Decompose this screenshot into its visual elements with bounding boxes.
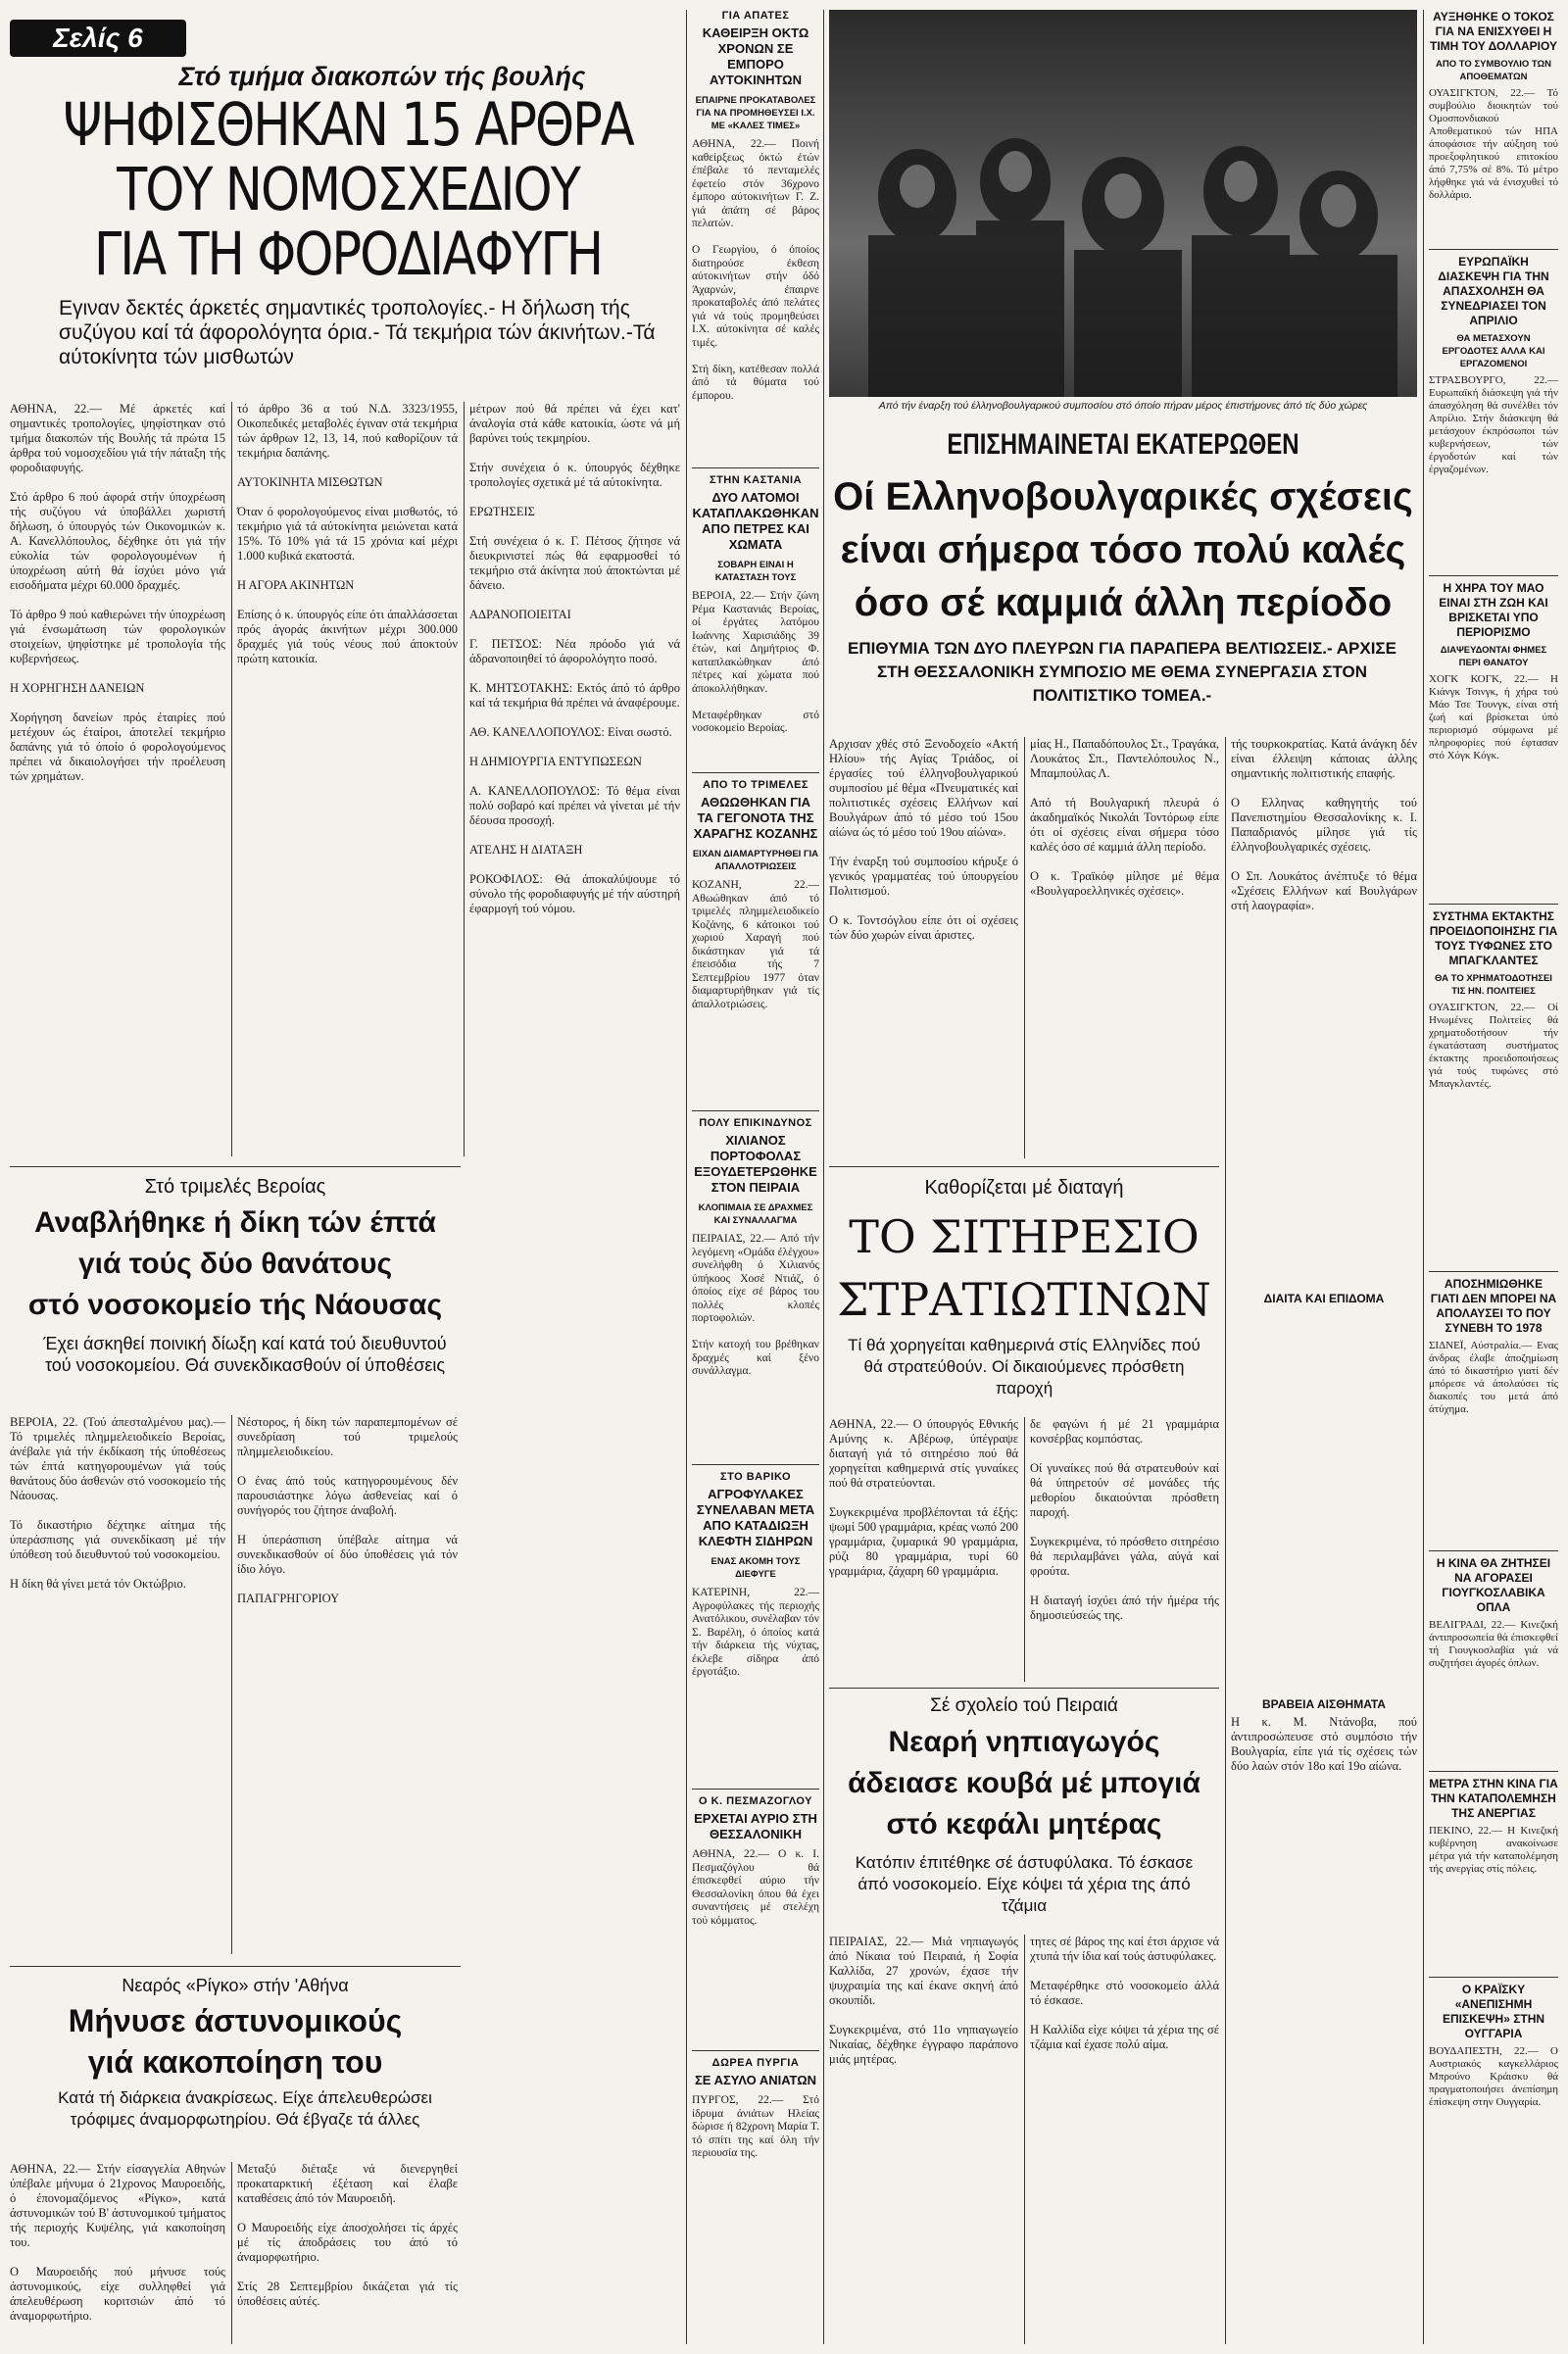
short-5-sub: ΕΝΑΣ ΑΚΟΜΗ ΤΟΥΣ ΔΙΕΦΥΓΕ (710, 1556, 801, 1580)
gb-kicker: ΕΠΙΣΗΜΑΙΝΕΤΑΙ ΕΚΑΤΕΡΩΘΕΝ (947, 427, 1299, 462)
right-2-sub: ΘΑ ΜΕΤΑΣΧΟΥΝ ΕΡΓΟΔΟΤΕΣ ΑΛΛΑ ΚΑΙ ΕΡΓΑΖΟΜΕΝΟΙ (1442, 333, 1545, 369)
lead-col-2: τό άρθρο 36 α τού Ν.Δ. 3323/1955, Οικοπεδικές μεταβολές έγιναν στά τεκμήρια τών άρθρων 12, 13, 14, πού καθορίζουν τά τεκμήρια δαπάνης. ΑΥΤΟΚΙΝΗΤΑ ΜΙΣΘΩΤΩΝ Όταν ό φορολογούμενος είναι μισθωτός, τό τεκμήριο γιά τά αύτοκίνητα μειώνεται κατά 15%. Τό 10% γιά τά 15 χρόνια καί μέχρι 1.000 κυβικά εκατοστά. Η ΑΓΟΡΑ ΑΚΙΝΗΤΩΝ Επίσης ό κ. ύπουργός είπε ότι άπαλλάσσεται πρός άγοράς άκινήτων μέχρι 300.000 δραχμές γιά τούς νέους πού άποκτούν πρώτη κατοικία. (237, 402, 458, 665)
short-3-text: ΚΟΖΑΝΗ, 22.— Αθωώθηκαν άπό τό τριμελές πλημμελειοδικείο Κοζάνης, 6 κάτοικοι τού χωριού Χαραγή πού δικάστηκαν γιά τά έπεισόδια τής 7 Σεπτεμβρίου 1977 όταν διαμαρτυρήθηκαν γιά τίς άπαλλοτριώσεις. (692, 879, 822, 1010)
school-col-1: ΠΕΙΡΑΙΑΣ, 22.— Μιά νηπιαγωγός άπό Νίκαια τού Πειραιά, ή Σοφία Καλλίδα, 27 χρονών, έχασε τήν ψυχραιμία της καί έκανε σκηνή άπό σκουπίδι. Συγκεκριμένα, στό 11ο νηπιαγωγείο Νικαίας, δέχθηκε έγγραφο παράπονο μιάς μητέρας. (829, 1935, 1018, 2066)
photo-shapes (829, 10, 1417, 397)
ringo-col-1: ΑΘΗΝΑ, 22.— Στήν είσαγγελία Αθηνών ύπέβαλε μήνυμα ό 21χρονος Μαυροειδής, ό έπονομαζόμενος «Ρίγκο», κατά άστυνομικών τού Β' άστυνομικού τμήματος τής περιοχής Κυψέλης, γιά κακοποίηση του. Ο Μαυροειδής πού μήνυσε τούς άστυνομικούς, είχε συλληφθεί γιά άπελευθέρωση κοριτσιών άπό τό άναμορφωτήριο. (10, 2162, 225, 2323)
army-col-1: ΑΘΗΝΑ, 22.— Ο ύπουργός Εθνικής Αμύνης κ. Αβέρωφ, ύπέγραψε διαταγή γιά τό σιτηρέσιο πού θά χορηγείται καθημερινά στίς γυναίκες πού θά στρατεύονται. Συγκεκριμένα προβλέπονται τά έξής: ψωμί 500 γραμμάρια, κρέας νωπό 200 γραμμάρια, ζυμαρικά 90 γραμμάρια, ρύζι 80 γραμμάρια, τυρί 60 γραμμάρια, ζάχαρη 60 γραμμάρια. (829, 1417, 1018, 1578)
rule (1429, 575, 1558, 576)
short-3-sub: ΕΙΧΑΝ ΔΙΑΜΑΡΤΥΡΗΘΕΙ ΓΙΑ ΑΠΑΛΛΟΤΡΙΩΣΕΙΣ (692, 849, 819, 872)
lead-headline-1: ΨΗΦΙΣΘΗΚΑΝ 15 ΑΡΘΡΑ (63, 91, 633, 161)
school-deck: Κατόπιν έπιτέθηκε σέ άστυφύλακα. Τό έσκασε άπό νοσοκομείο. Είχε κόψει τά χέρια της άπό τζάμια (855, 1853, 1194, 1915)
gb-headline-1: Οί Ελληνοβουλγαρικές σχέσεις (833, 475, 1413, 518)
rule (1429, 904, 1558, 905)
rule (1225, 737, 1226, 2344)
rule (1024, 1417, 1025, 1682)
rule (829, 1688, 1219, 1689)
ringo-headline-2: γιά κακοποίηση του (87, 2044, 383, 2080)
gb-deck: ΕΠΙΘΥΜΙΑ ΤΩΝ ΔΥΟ ΠΛΕΥΡΩΝ ΓΙΑ ΠΑΡΑΠΕΡΑ ΒΕΛΤΙΩΣΕΙΣ.- ΑΡΧΙΣΕ ΣΤΗ ΘΕΣΣΑΛΟΝΙΚΗ ΣΥΜΠΟΣΙΟ ΜΕ ΘΕΜΑ ΣΥΝΕΡΓΑΣΙΑ ΣΤΟΝ ΠΟΛΙΤΙΣΤΙΚΟ ΤΟΜΕΑ.- (848, 639, 1396, 705)
rule (1429, 1271, 1558, 1272)
gb-col-3-wrap (1231, 737, 1421, 2344)
short-7-kicker: ΔΩΡΕΑ ΠΥΡΓΙΑ (711, 2057, 800, 2069)
trial-kicker: Στό τριμελές Βεροίας (144, 1176, 326, 1198)
rule (10, 1166, 461, 1167)
short-5-head: ΑΓΡΟΦΥΛΑΚΕΣ ΣΥΝΕΛΑΒΑΝ ΜΕΤΑ ΑΠΟ ΚΑΤΑΔΙΩΞΗ ΚΛΕΦΤΗ ΣΙΔΗΡΩΝ (696, 1487, 815, 1548)
birth-head: ΒΡΑΒΕΙΑ ΑΙΣΘΗΜΑΤΑ (1262, 1697, 1386, 1711)
rule (1024, 1935, 1025, 2344)
gb-headline-2: είναι σήμερα τόσο πολύ καλές (840, 528, 1406, 571)
right-1-sub: ΑΠΟ ΤΟ ΣΥΜΒΟΥΛΙΟ ΤΩΝ ΑΠΟΘΕΜΑΤΩΝ (1436, 59, 1551, 82)
short-6-head: ΕΡΧΕΤΑΙ ΑΥΡΙΟ ΣΤΗ ΘΕΣΣΑΛΟΝΙΚΗ (694, 1811, 817, 1841)
army-deck: Τί θά χορηγείται καθημερινά στίς Ελληνίδες πού θά στρατεύθούν. Οί δικαιούμενες πρόσθετη παροχή (848, 1336, 1200, 1398)
gb-col-2: μίας Η., Παπαδόπουλος Στ., Τραγάκα, Λουκάτος Σπ., Παντελόπουλος Ν., Μπαμπούλας Λ. Από τή Βουλγαρική πλευρά ό άκαδημαϊκός Νικολάι Τοντόρωφ είπε ότι οί σχέσεις είναι σήμερα τόσο καλές όσο σέ καμμιά άλλη περίοδο. Ο κ. Τραϊκόφ μίλησε μέ θέμα «Βουλγαροελληνικές σχέσεις». (1030, 737, 1219, 898)
ringo-kicker: Νεαρός «Ρίγκο» στήν 'Αθήνα (122, 1976, 349, 1995)
ringo-col-2: Μεταξύ διέταξε νά διενεργηθεί προκαταρκτική έξέταση καί έλαβε καταθέσεις άπό τόν Μαυροειδή. Ο Μαυροειδής είχε άποσχολήσει τίς άρχές μέ τίς άποδράσεις του άπό τό άναμορφωτήριο. Στίς 28 Σεπτεμβρίου δικάζεται γιά τίς ύποθέσεις αύτές. (237, 2162, 458, 2308)
rule (1429, 1977, 1558, 1978)
right-8-head: Ο ΚΡΑΪΣΚΥ «ΑΝΕΠΙΣΗΜΗ ΕΠΙΣΚΕΨΗ» ΣΤΗΝ ΟΥΓΓΑΡΙΑ (1442, 1983, 1545, 2040)
rule (464, 402, 465, 1156)
rule (692, 1110, 819, 1111)
rule (692, 1464, 819, 1465)
right-column (1429, 10, 1561, 2344)
lead-headline-3: ΓΙΑ ΤΗ ΦΟΡΟΔΙΑΦΥΓΗ (93, 221, 603, 290)
short-news-column (692, 10, 822, 2344)
right-3-sub: ΔΙΑΨΕΥΔΟΝΤΑΙ ΦΗΜΕΣ ΠΕΡΙ ΘΑΝΑΤΟΥ (1440, 645, 1547, 668)
school-col-2: τητες σέ βάρος της καί έτσι άρχισε νά χτυπά τήν ίδια καί τούς άστυφύλακες. Μεταφέρθηκε στό νοσοκομείο άλλά τό έσκασε. Η Καλλίδα είχε κόψει τά χέρια της σέ τζάμια καί έχασε πολύ αίμα. (1030, 1935, 1219, 2051)
right-6-head: Η ΚΙΝΑ ΘΑ ΖΗΤΗΣΕΙ ΝΑ ΑΓΟΡΑΣΕΙ ΓΙΟΥΓΚΟΣΛΑΒΙΚΑ ΟΠΛΑ (1436, 1556, 1551, 1614)
school-headline-1: Νεαρή νηπιαγωγός (888, 1726, 1160, 1758)
short-4-kicker: ΠΟΛΥ ΕΠΙΚΙΝΔΥΝΟΣ (699, 1117, 812, 1129)
right-5-head: ΑΠΟΣΗΜΙΩΘΗΚΕ ΓΙΑΤΙ ΔΕΝ ΜΠΟΡΕΙ ΝΑ ΑΠΟΛΑΥΣΕΙ ΤΟ ΠΟΥ ΣΥΝΕΒΗ ΤΟ 1978 (1430, 1277, 1557, 1335)
short-4-sub: ΚΛΟΠΙΜΑΙΑ ΣΕ ΔΡΑΧΜΕΣ ΚΑΙ ΣΥΝΑΛΛΑΓΜΑ (698, 1202, 813, 1226)
symposium-photo (829, 10, 1417, 397)
short-5-text: ΚΑΤΕΡΙΝΗ, 22.— Αγροφύλακες τής περιοχής Ανατόλικου, συνέλαβαν τόν Σ. Βαρέλη, ό όποίος κατά τήν διάρκεια τής νύχτας, έκλεβε σίδηρα άπό έργοτάξιο. (692, 1587, 822, 1678)
birth-text: Η κ. Μ. Ντάνοβα, πού άντιπροσώπευσε στό συμπόσιο τήν Βουλγαρία, είπε γιά τίς σχέσεις τών δύο λαών στόν 18ο καί 19ο αίώνα. (1231, 1715, 1421, 1773)
gb-col-3: τής τουρκοκρατίας. Κατά άνάγκη δέν είναι έλλειψη κάποιας άλλης σημαντικής πολιτιστικής επαφής. Ο Ελληνας καθηγητής τού Πανεπιστημίου Θεσσαλονίκης κ. Ι. Παπαδριανός μίλησε γιά τίς έλληνοβουλγαρικές σχέσεις. Ο Σπ. Λουκάτος άνέπτυξε τό θέμα «Σχέσεις Ελλήνων καί Βουλγάρων στή λαογραφία». (1231, 737, 1417, 912)
short-1-sub: ΕΠΑΙΡΝΕ ΠΡΟΚΑΤΑΒΟΛΕΣ ΓΙΑ ΝΑ ΠΡΟΜΗΘΕΥΣΕΙ Ι.Χ. ΜΕ «ΚΑΛΕΣ ΤΙΜΕΣ» (695, 95, 816, 131)
rule (823, 10, 824, 2344)
rule (10, 1966, 461, 1967)
right-2-head: ΕΥΡΩΠΑΪΚΗ ΔΙΑΣΚΕΨΗ ΓΙΑ ΤΗΝ ΑΠΑΣΧΟΛΗΣΗ ΘΑ ΣΥΝΕΔΡΙΑΣΕΙ ΤΟΝ ΑΠΡΙΛΙΟ (1438, 255, 1549, 327)
short-1-text: ΑΘΗΝΑ, 22.— Ποινή καθείρξεως όκτώ έτών έπέβαλε τό πενταμελές έφετείο στόν 36χρονο έμπορο αύτοκινήτων Γ. Ζ. γιά άπάτη σέ βάρος πελατών. Ο Γεωργίου, ό όποίος διατηρούσε έκθεση αύτοκινήτων στήν όδό Άχαρνών, έπαιρνε προκαταβολές άπό πελάτες γιά νά τούς προμηθεύσει Ι.Χ. αύτοκίνητα σέ καλές τιμές. Στή δίκη, κατέθεσαν πολλά άπό τά θύματα τού έμπορου. (692, 138, 819, 402)
photo-caption: Από τήν έναρξη τού έλληνοβουλγαρικού συμποσίου στό όποίο πήραν μέρος έπιστήμονες άπό τίς δύο χώρες (878, 400, 1368, 412)
lead-deck: Εγιναν δεκτές άρκετές σημαντικές τροπολογίες.- Η δήλωση τής συζύγου καί τά άφορολόγητα όρια.- Τά τεκμήρια τών άκινήτων.-Τά αύτοκίνητα τών μισθωτών (59, 297, 656, 368)
short-2-text: ΒΕΡΟΙΑ, 22.— Στήν ζώνη Ρέμα Καστανιάς Βεροίας, οί έργάτες λατόμου Ιωάννης Χαρισιάδης 39 έτών, καί Δημήτριος Φ. καταπλακώθηκαν άπό πέτρες καί χώματα πού άποκολλήθηκαν. Μεταφέρθηκαν στό νοσοκομείο Βεροίας. (692, 590, 819, 734)
short-1-kicker: ΓΙΑ ΑΠΑΤΕΣ (721, 10, 790, 22)
ringo-headline-1: Μήνυσε άστυνομικούς (68, 2003, 403, 2038)
short-7-text: ΠΥΡΓΟΣ, 22.— Στό ίδρυμα άνιάτων Ηλείας δώρισε ή 82χρονη Μαρία Τ. τό σπίτι της καί όλη τήν περιουσία της. (692, 2094, 822, 2159)
diet-head: ΔΙΑΙΤΑ ΚΑΙ ΕΠΙΔΟΜΑ (1263, 1292, 1385, 1305)
army-kicker: Καθορίζεται μέ διαταγή (924, 1177, 1124, 1199)
school-kicker: Σέ σχολείο τού Πειραιά (930, 1695, 1118, 1716)
trial-headline-2: γιά τούς δύο θανάτους (77, 1248, 393, 1280)
right-8-text: ΒΟΥΔΑΠΕΣΤΗ, 22.— Ο Αυστριακός καγκελλάριος Μπρούνο Κράισκυ θά πραγματοποιήσει άνεπίσημη έπίσκεψη στην Ουγγαρία. (1429, 2045, 1561, 2108)
lead-headline-2: ΤΟΥ ΝΟΜΟΣΧΕΔΙΟΥ (117, 156, 579, 225)
trial-deck: Έχει άσκηθεί ποινική δίωξη καί κατά τού διευθυντού τού νοσοκομείου. Θά συνεκδικασθούν οί ύποθέσεις (43, 1334, 447, 1375)
short-4-head: ΧΙΛΙΑΝΟΣ ΠΟΡΤΟΦΟΛΑΣ ΕΞΟΥΔΕΤΕΡΩΘΗΚΕ ΣΤΟΝ ΠΕΙΡΑΙΑ (694, 1133, 817, 1195)
rule (686, 10, 687, 2344)
right-6-text: ΒΕΛΙΓΡΑΔΙ, 22.— Κινεζική άντιπροσωπεία θά έπισκεφθεί τή Γιουγκοσλαβία γιά νά συζητήσει άγορές όπλων. (1429, 1619, 1561, 1669)
rule (1429, 249, 1558, 250)
trial-headline-1: Αναβλήθηκε ή δίκη τών έπτά (34, 1206, 436, 1239)
short-2-sub: ΣΟΒΑΡΗ ΕΙΝΑΙ Η ΚΑΤΑΣΤΑΣΗ ΤΟΥΣ (714, 560, 797, 583)
short-3-kicker: ΑΠΟ ΤΟ ΤΡΙΜΕΛΕΣ (702, 779, 809, 791)
short-5-kicker: ΣΤΟ ΒΑΡΙΚΟ (719, 1471, 791, 1483)
rule (692, 1789, 819, 1790)
rule (1429, 1771, 1558, 1772)
page-label-text: Σελίς 6 (53, 23, 143, 53)
right-5-text: ΣΙΔΝΕΪ, Αύστραλία.— Ενας άνδρας έλαβε άποζημίωση άπό τό δικαστήριο γιατί δέν μπόρεσε νά άπολαύσει τίς διακοπές του μετά άπό άτύχημα. (1429, 1340, 1561, 1415)
right-1-head: ΑΥΞΗΘΗΚΕ Ο ΤΟΚΟΣ ΓΙΑ ΝΑ ΕΝΙΣΧΥΘΕΙ Η ΤΙΜΗ ΤΟΥ ΔΟΛΛΑΡΙΟΥ (1430, 10, 1557, 53)
rule (231, 1415, 232, 1954)
right-4-head: ΣΥΣΤΗΜΑ ΕΚΤΑΚΤΗΣ ΠΡΟΕΙΔΟΠΟΙΗΣΗΣ ΓΙΑ ΤΟΥΣ ΤΥΦΩΝΕΣ ΣΤΟ ΜΠΑΓΚΛΑΝΤΕΣ (1429, 909, 1558, 967)
gb-headline-3: όσο σέ καμμιά άλλη περίοδο (854, 581, 1393, 624)
short-2-kicker: ΣΤΗΝ ΚΑΣΤΑΝΙΑ (709, 474, 803, 486)
right-2-text: ΣΤΡΑΣΒΟΥΡΓΟ, 22.— Ευρωπαϊκή διάσκεψη γιά τήν άπασχόληση θά συνέλθει τόν Απρίλιο. Στήν διάσκεψη θά μετάσχουν έκπρόσωποι τών κυβερνήσεων, τών έργοδοτών καί τών έργαζομένων. (1429, 374, 1561, 475)
rule (829, 1166, 1219, 1167)
right-7-head: ΜΕΤΡΑ ΣΤΗΝ ΚΙΝΑ ΓΙΑ ΤΗΝ ΚΑΤΑΠΟΛΕΜΗΣΗ ΤΗΣ ΑΝΕΡΓΙΑΣ (1429, 1777, 1558, 1820)
right-4-text: ΟΥΑΣΙΓΚΤΟΝ, 22.— Οί Ηνωμένες Πολιτείες θά χρηματοδοτήσουν τήν έγκατάσταση συστήματος έκτακτης προειδοποιήσεως γιά τούς τυφώνες στό Μπαγκλαντές. (1429, 1002, 1561, 1090)
trial-headline-3: στό νοσοκομείο τής Νάουσας (27, 1289, 443, 1321)
rule (231, 402, 232, 1156)
rule (231, 2162, 232, 2344)
rule (1429, 1550, 1558, 1551)
short-6-text: ΑΘΗΝΑ, 22.— Ο κ. Ι. Πεσμαζόγλου θά έπισκεφθεί αύριο τήν Θεσσαλονίκη όπου θά έχει συναντήσεις μέ στελέχη τού κόμματος. (692, 1848, 822, 1927)
lead-kicker: Στό τμήμα διακοπών τής βουλής (178, 62, 586, 91)
right-1-text: ΟΥΑΣΙΓΚΤΟΝ, 22.— Τό συμβούλιο διοικητών τού Ομοσπονδιακού Αποθεματικού τών ΗΠΑ άποφάσισε τήν αύξηση τού προεξοφλητικού επιτοκίου άπό 7,75% σέ 8%. Τό μέτρο λήφθηκε γιά νά ένισχυθεί τό δολλάριο. (1429, 87, 1561, 201)
school-headline-2: άδειασε κουβά μέ μπογιά (848, 1767, 1200, 1799)
right-4-sub: ΘΑ ΤΟ ΧΡΗΜΑΤΟΔΟΤΗΣΕΙ ΤΙΣ ΗΝ. ΠΟΛΙΤΕΙΕΣ (1435, 973, 1552, 997)
right-3-text: ΧΟΓΚ ΚΟΓΚ, 22.— Η Κιάνγκ Τσινγκ, ή χήρα τού Μάο Τσε Τουνγκ, είναι στή ζωή καί βρίσκεται ύπό περιορισμό σύμφωνα μέ πληροφορίες πού έφτασαν στό Χόγκ Κόγκ. (1429, 673, 1561, 761)
army-headline-1: ΤΟ ΣΙΤΗΡΕΣΙΟ (849, 1210, 1200, 1263)
lead-col-1: ΑΘΗΝΑ, 22.— Μέ άρκετές καί σημαντικές τροπολογίες, ψηφίστηκαν στό τμήμα διακοπών τής Βουλής τά πρώτα 15 άρθρα τού νομοσχεδίου γιά τήν πάταξη τής φοροδιαφυγής. Στό άρθρο 6 πού άφορά στήν ύποχρέωση τής συζύγου νά ύποβάλλει χωριστή δήλωση, ό ύπουργός τών Οικονομικών κ. Α. Κανελλόπουλος, δέχθηκε ότι γιά τήν εύκολία τών φορολογουμένων ή ύποχρέωση αύτή θά ίσχύει μόνο γιά εισοδήματα μέχρι 60.000 δραχμές. Τό άρθρο 9 πού καθιερώνει τήν ύποχρέωση γιά ένσωμάτωση τών φορολογικών στοιχείων, ψηφίστηκε μέ τροπολογία τής κυβερνήσεως. Η ΧΟΡΗΓΗΣΗ ΔΑΝΕΙΩΝ Χορήγηση δανείων πρός έταιρίες πού μετέχουν ώς έταίροι, άποτελεί τεκμήριο δαπάνης γιά τό όποίο ό φορολογούμενος πρέπει νά δικαιολογήσει τήν προέλευση τών χρημάτων. (10, 402, 225, 783)
short-3-head: ΑΘΩΩΘΗΚΑΝ ΓΙΑ ΤΑ ΓΕΓΟΝΟΤΑ ΤΗΣ ΧΑΡΑΓΗΣ ΚΟΖΑΝΗΣ (693, 795, 818, 841)
short-7-head: ΣΕ ΑΣΥΛΟ ΑΝΙΑΤΩΝ (694, 2073, 817, 2087)
rule (692, 467, 819, 468)
trial-col-2: Νέστορος, ή δίκη τών παραπεμπομένων σέ συνεδρίαση τού τριμελούς πλημμελειοδικείου. Ο ένας άπό τούς κατηγορουμένους δέν παρουσιάστηκε λόγω άσθενείας καί ό συνήγορός του ζήτησε άναβολή. Η ύπεράσπιση ύπέβαλε αίτημα νά συνεκδικασθούν οί δύο ύποθέσεις γιά τόν ίδιο λόγο. ΠΑΠΑΓΡΗΓΟΡΙΟΥ (237, 1415, 458, 1605)
right-3-head: Η ΧΗΡΑ ΤΟΥ ΜΑΟ ΕΙΝΑΙ ΣΤΗ ΖΩΗ ΚΑΙ ΒΡΙΣΚΕΤΑΙ ΥΠΟ ΠΕΡΙΟΡΙΣΜΟ (1439, 581, 1548, 639)
ringo-deck: Κατά τή διάρκεια άνακρίσεως. Είχε άπελευθερώσει τρόφιμες άναμορφωτηρίου. Θά έβγαζε τά άλλες (58, 2088, 432, 2129)
army-col-2: δε φαγώνι ή μέ 21 γραμμάρια κονσέρβας κομπόστας. Οί γυναίκες πού θά στρατευθούν καί θά ύπηρετούν σέ μονάδες τής μεθορίου δικαιούνται πρόσθετη παροχή. Συγκεκριμένα, τό πρόσθετο σιτηρέσιο θά περιλαμβάνει γάλα, αύγά καί φρούτα. Η διαταγή ίσχύει άπό τήν ήμέρα τής δημοσιεύσεώς της. (1030, 1417, 1219, 1622)
rule (1423, 10, 1424, 2344)
rule (692, 772, 819, 773)
page-label (10, 20, 186, 57)
school-headline-3: στό κεφάλι μητέρας (886, 1808, 1162, 1840)
right-7-text: ΠΕΚΙΝΟ, 22.— Η Κινεζική κυβέρνηση ανακοίνωσε μέτρα γιά τήν καταπολέμηση τής ανεργίας στίς πόλεις. (1429, 1825, 1561, 1875)
short-6-kicker: Ο Κ. ΠΕΣΜΑΖΟΓΛΟΥ (699, 1795, 812, 1807)
short-1-head: ΚΑΘΕΙΡΞΗ ΟΚΤΩ ΧΡΟΝΩΝ ΣΕ ΕΜΠΟΡΟ ΑΥΤΟΚΙΝΗΤΩΝ (702, 25, 809, 87)
short-2-head: ΔΥΟ ΛΑΤΟΜΟΙ ΚΑΤΑΠΛΑΚΩΘΗΚΑΝ ΑΠΟ ΠΕΤΡΕΣ ΚΑΙ ΧΩΜΑΤΑ (692, 490, 819, 552)
short-4-text: ΠΕΙΡΑΙΑΣ, 22.— Από τήν λεγόμενη «Ομάδα έλέγχου» συνελήφθη ό Χιλιανός ύπήκοος Χοσέ Ντιάζ, ό όποίος είχε σέ βάρος του πολλές κλοπές πορτοφολιών. Στήν κατοχή του βρέθηκαν δραχμές καί ξένο συνάλλαγμα. (692, 1233, 819, 1377)
trial-col-1: ΒΕΡΟΙΑ, 22. (Τού άπεσταλμένου μας).— Τό τριμελές πλημμελειοδικείο Βεροίας, άνέβαλε γιά τήν έκδίκαση τής ύποθέσεως τών έπτά κατηγορουμένων γιά τούς θανάτους δύο άσθενών στό νοσοκομείο τής Νάουσας. Τό δικαστήριο δέχτηκε αίτημα τής ύπεράσπισης γιά συνεκδίκαση μέ τήν ύπόθεση τού διευθυντού τού νοσοκομείου. Η δίκη θά γίνει μετά τόν Οκτώβριο. (10, 1415, 225, 1591)
army-headline-2: ΣΤΡΑΤΙΩΤΙΝΩΝ (837, 1273, 1211, 1326)
lead-col-3: μέτρων πού θά πρέπει νά έχει κατ' άναλογία στά κάθε κατοικία, ώστε νά μή βαρύνει τούς τεκμηρίου. Στήν συνέχεια ό κ. ύπουργός δέχθηκε τροπολογίες σχετικά μέ τά αύτοκίνητα. ΕΡΩΤΗΣΕΙΣ Στή συνέχεια ό κ. Γ. Πέτσος ζήτησε νά διευκρινιστεί πώς θά εφαρμοσθεί τό τεκμήριο στά άκίνητα πού άποκτώνται μέ δάνειο. ΑΔΡΑΝΟΠΟΙΕΙΤΑΙ Γ. ΠΕΤΣΟΣ: Νέα πρόοδο γιά νά άδρανοποιηθεί τό άφορολόγητο ποσό. Κ. ΜΗΤΣΟΤΑΚΗΣ: Εκτός άπό τό άρθρο καί τά τεκμήρια θά πρέπει νά άναφέρουμε. ΑΘ. ΚΑΝΕΛΛΟΠΟΥΛΟΣ: Είναι σωστό. Η ΔΗΜΙΟΥΡΓΙΑ ΕΝΤΥΠΩΣΕΩΝ Α. ΚΑΝΕΛΛΟΠΟΥΛΟΣ: Τό θέμα είναι πολύ σοβαρό καί πρέπει νά γίνεται μέ τήν δέουσα προσοχή. ΑΤΕΛΗΣ Η ΔΙΑΤΑΞΗ ΡΟΚΟΦΙΛΟΣ: Θά άποκαλύψουμε τό σύνολο τής φοροδιαφυγής μέ τήν αύστηρή έφαρμογή τού νόμου. (469, 402, 680, 915)
rule (1024, 737, 1025, 1158)
rule (692, 2050, 819, 2051)
gb-col-1: Αρχισαν χθές στό Ξενοδοχείο «Ακτή Ηλίου» τής Αγίας Τριάδος, οί έργασίες τού έλληνοβουλγαρικού συμποσίου μέ θέμα «Πνευματικές καί πολιτιστικές σχέσεις Ελλήνων καί Βουλγάρων άπό τό μέσο τού 15ου αίώνα ώς τό μέσο τού 19ου αίώνα». Τήν έναρξη τού συμποσίου κήρυξε ό γενικός γραμματέας τού ύπουργείου Πολιτισμού. Ο κ. Τοντσόγλου είπε ότι οί σχέσεις τών δύο χωρών είναι άριστες. (829, 737, 1018, 942)
